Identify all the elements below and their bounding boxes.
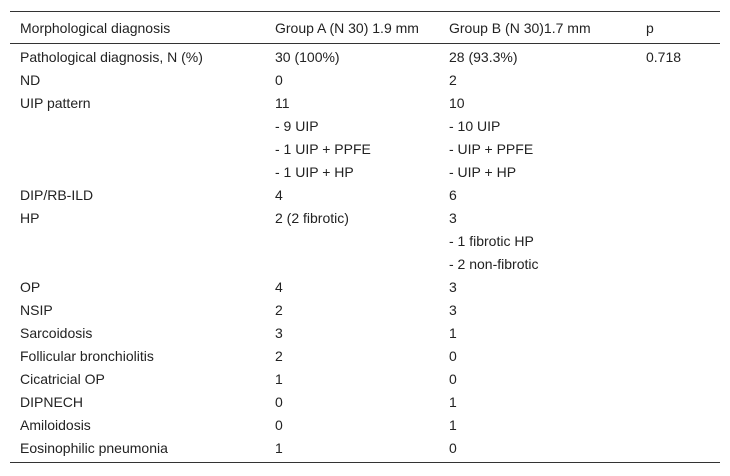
cell-group-b: - 2 non-fibrotic	[449, 256, 539, 272]
cell-p-value	[636, 230, 720, 253]
cell-p-value	[636, 276, 720, 299]
cell-group-a: 2 (2 fibrotic)	[275, 210, 349, 226]
header-row	[10, 12, 720, 44]
cell-group-b: 1	[449, 417, 457, 433]
cell-diagnosis	[10, 230, 265, 253]
cell-group-b: - UIP + HP	[449, 164, 517, 180]
cell-group-a: 1	[275, 440, 283, 456]
cell-group-b: - 1 fibrotic HP	[449, 233, 534, 249]
cell-group-a: 2	[275, 348, 283, 364]
table-body	[10, 44, 720, 463]
cell-diagnosis: ND	[20, 72, 41, 88]
table-row	[10, 230, 720, 253]
cell-p-value	[636, 207, 720, 230]
cell-group-b: 0	[449, 371, 457, 387]
cell-group-b: 6	[449, 187, 457, 203]
cell-group-a: 1	[275, 371, 283, 387]
cell-group-b: 2	[449, 72, 457, 88]
cell-group-b: 3	[449, 279, 457, 295]
cell-diagnosis: DIPNECH	[20, 394, 84, 410]
table-header	[10, 12, 720, 44]
cell-diagnosis: Amiloidosis	[20, 417, 91, 433]
cell-diagnosis: Eosinophilic pneumonia	[20, 440, 168, 456]
header-morphological-diagnosis: Morphological diagnosis	[20, 19, 171, 36]
table-row	[10, 368, 720, 391]
cell-group-a: 0	[275, 394, 283, 410]
cell-p-value	[636, 184, 720, 207]
table-row	[10, 391, 720, 414]
cell-diagnosis: DIP/RB-ILD	[20, 187, 94, 203]
table-row	[10, 437, 720, 463]
cell-diagnosis: UIP pattern	[20, 95, 91, 111]
table-row	[10, 345, 720, 368]
table-row	[10, 92, 720, 115]
cell-group-a	[265, 253, 439, 276]
cell-group-b: - UIP + PPFE	[449, 141, 534, 157]
cell-group-a: 0	[275, 72, 283, 88]
header-group-a: Group A (N 30) 1.9 mm	[275, 19, 419, 36]
cell-p-value	[636, 437, 720, 463]
cell-group-b: - 10 UIP	[449, 118, 501, 134]
table-row	[10, 184, 720, 207]
cell-p-value	[636, 322, 720, 345]
cell-p-value: 0.718	[646, 49, 682, 65]
cell-p-value	[636, 253, 720, 276]
cell-p-value	[636, 115, 720, 138]
diagnosis-table-container	[10, 11, 720, 463]
cell-group-a: - 9 UIP	[275, 118, 319, 134]
cell-p-value	[636, 69, 720, 92]
cell-group-a: 3	[275, 325, 283, 341]
cell-diagnosis	[10, 253, 265, 276]
table-row	[10, 69, 720, 92]
cell-group-b: 10	[449, 95, 465, 111]
cell-group-b: 1	[449, 325, 457, 341]
cell-p-value	[636, 92, 720, 115]
cell-diagnosis	[10, 115, 265, 138]
cell-group-a: 0	[275, 417, 283, 433]
table-row	[10, 253, 720, 276]
table-row	[10, 414, 720, 437]
cell-diagnosis: OP	[20, 279, 41, 295]
cell-group-a: - 1 UIP + HP	[275, 164, 354, 180]
cell-diagnosis: HP	[20, 210, 40, 226]
cell-p-value	[636, 161, 720, 184]
table-row	[10, 322, 720, 345]
diagnosis-table	[10, 11, 720, 463]
cell-group-b: 0	[449, 440, 457, 456]
table-row	[10, 207, 720, 230]
cell-group-b: 28 (93.3%)	[449, 49, 518, 65]
header-p-value: p	[646, 19, 654, 36]
table-row	[10, 138, 720, 161]
cell-group-b: 3	[449, 210, 457, 226]
table-row	[10, 161, 720, 184]
cell-p-value	[636, 138, 720, 161]
cell-diagnosis: NSIP	[20, 302, 53, 318]
cell-group-a: 11	[275, 95, 290, 111]
cell-diagnosis	[10, 138, 265, 161]
cell-diagnosis: Follicular bronchiolitis	[20, 348, 154, 364]
cell-diagnosis: Cicatricial OP	[20, 371, 105, 387]
cell-group-b: 1	[449, 394, 457, 410]
cell-group-a: - 1 UIP + PPFE	[275, 141, 371, 157]
cell-p-value	[636, 414, 720, 437]
cell-p-value	[636, 391, 720, 414]
cell-diagnosis: Pathological diagnosis, N (%)	[20, 49, 203, 65]
cell-diagnosis: Sarcoidosis	[20, 325, 93, 341]
header-group-b: Group B (N 30)1.7 mm	[449, 19, 591, 36]
table-row	[10, 115, 720, 138]
cell-p-value	[636, 345, 720, 368]
cell-group-a: 30 (100%)	[275, 49, 340, 65]
table-row	[10, 44, 720, 70]
cell-diagnosis	[10, 161, 265, 184]
cell-group-a: 4	[275, 187, 283, 203]
cell-group-a	[265, 230, 439, 253]
cell-p-value	[636, 368, 720, 391]
cell-p-value	[636, 299, 720, 322]
table-row	[10, 299, 720, 322]
table-row	[10, 276, 720, 299]
cell-group-b: 3	[449, 302, 457, 318]
cell-group-a: 2	[275, 302, 283, 318]
cell-group-a: 4	[275, 279, 283, 295]
cell-group-b: 0	[449, 348, 457, 364]
